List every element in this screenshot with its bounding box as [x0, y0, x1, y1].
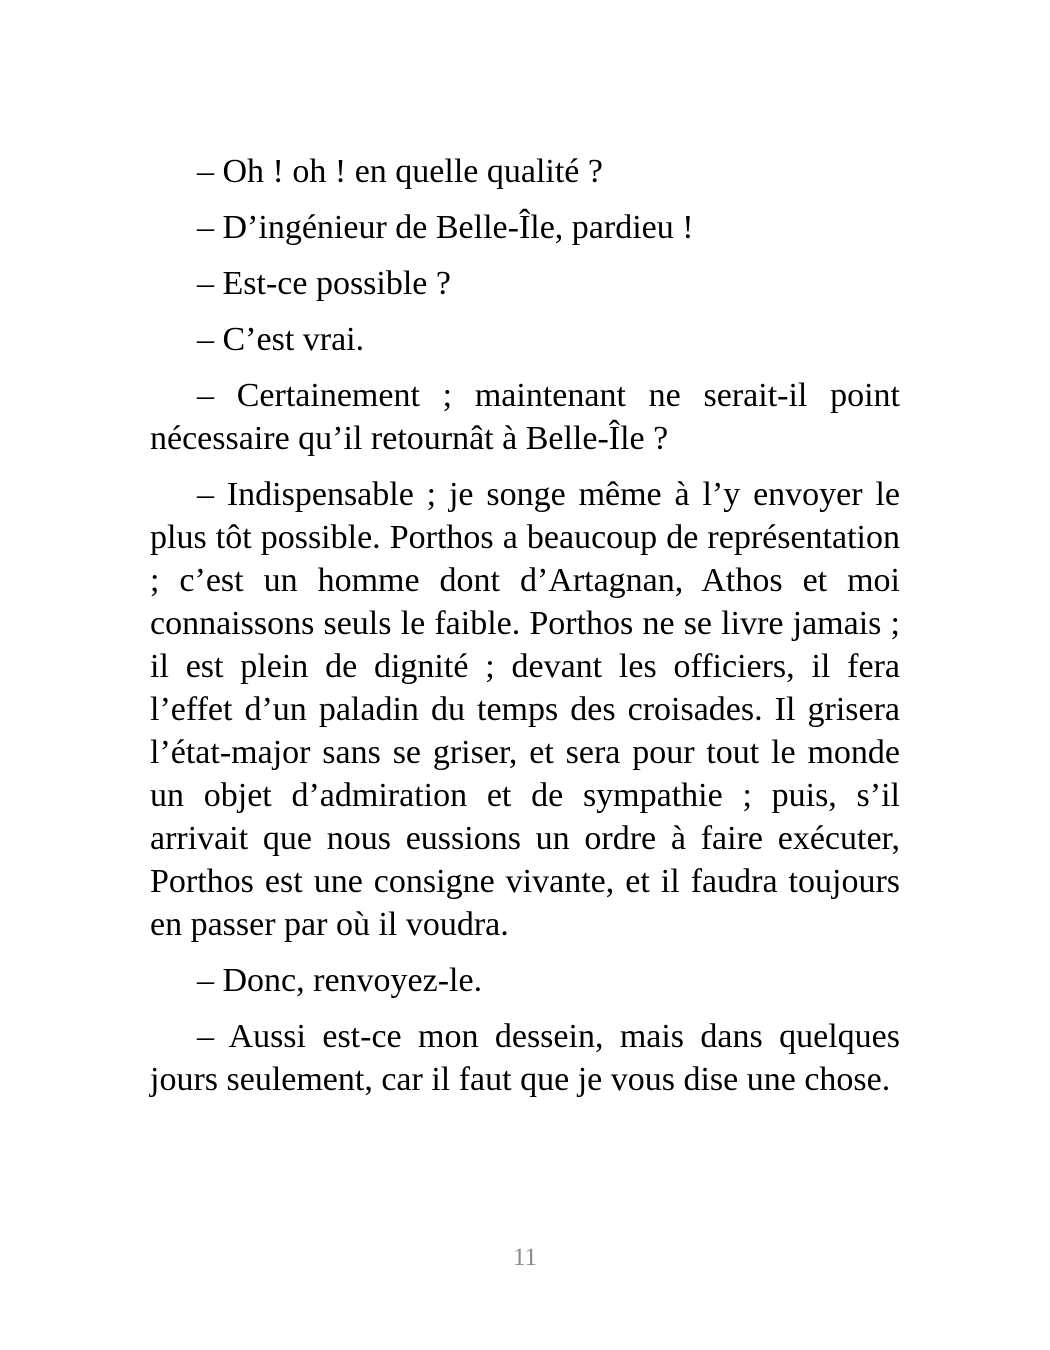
paragraph-dialogue-6: – Indispensable ; je songe même à l’y envoyer le plus tôt possible. Porthos a beaucoup de représentation ; c’est un homme dont d’Artagnan, Athos et moi connaissons seuls le faible. Porthos ne se livre jamais ; il est plein de dignité ; devant les officiers, il fera l’effet d’un paladin du temps des croisades. Il grisera l’état-major sans se griser, et sera pour tout le monde un objet d’admiration et de sympathie ; puis, s’il arrivait que nous eussions un ordre à faire exécuter, Porthos est une consigne vivante, et il faudra toujours en passer par où il voudra. [150, 476, 900, 943]
page-body [150, 150, 900, 1114]
paragraph-dialogue-4: – C’est vrai. [197, 321, 365, 358]
paragraph-dialogue-3: – Est-ce possible ? [197, 265, 451, 302]
paragraph-dialogue-5: – Certainement ; maintenant ne serait-il point nécessaire qu’il retournât à Belle-Île ? [150, 377, 900, 457]
paragraph-dialogue-1: – Oh ! oh ! en quelle qualité ? [197, 153, 603, 190]
paragraph-dialogue-7: – Donc, renvoyez-le. [197, 962, 483, 999]
paragraph-dialogue-8: – Aussi est-ce mon dessein, mais dans quelques jours seulement, car il faut que je vous dise une chose. [150, 1018, 900, 1098]
paragraph-dialogue-2: – D’ingénieur de Belle-Île, pardieu ! [197, 209, 694, 246]
page-number: 11 [512, 1244, 538, 1271]
